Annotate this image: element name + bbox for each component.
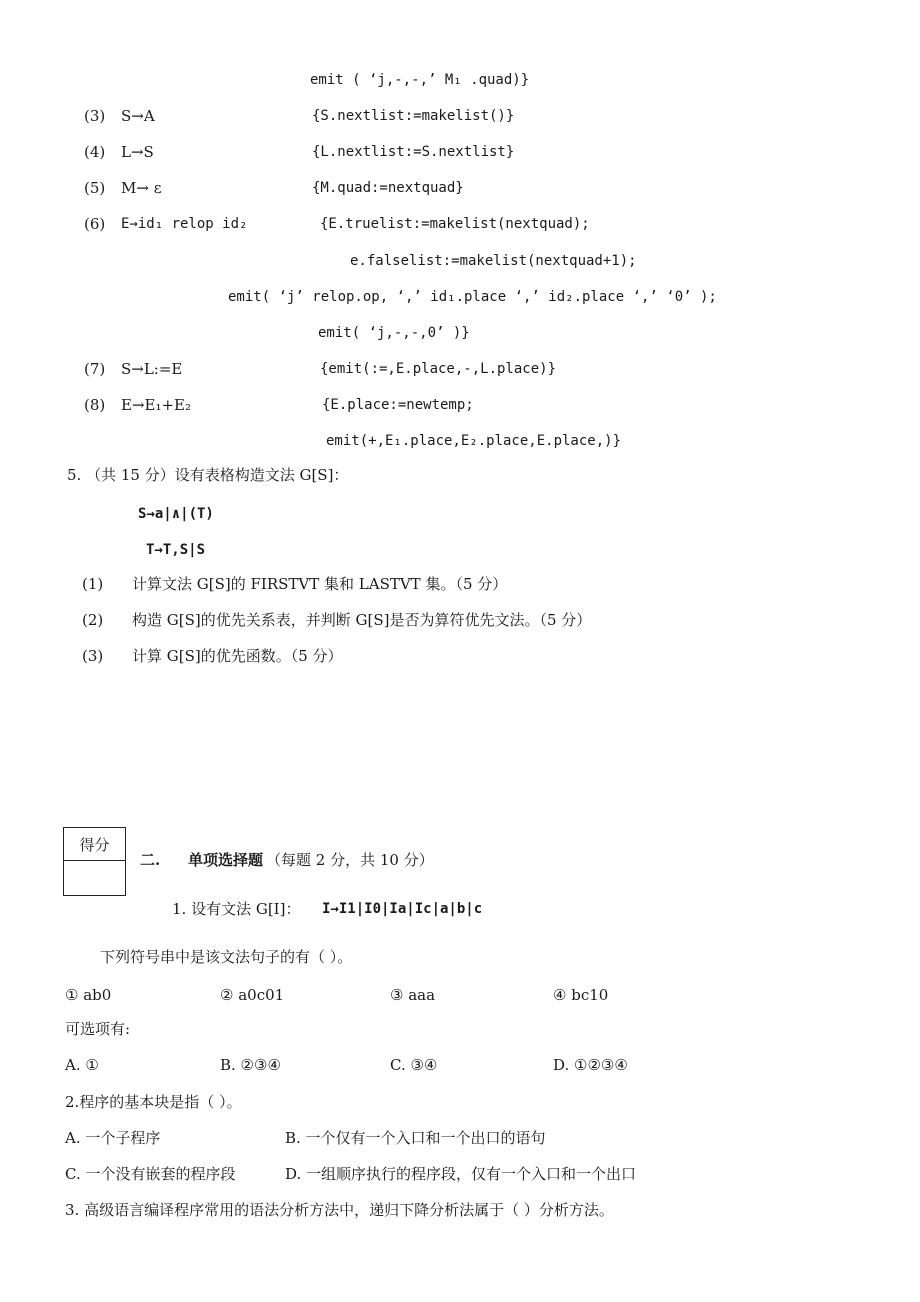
rule4-number: (4)	[84, 143, 106, 161]
q1-choice-c: C. ③④	[390, 1056, 438, 1074]
rule7-action: {emit(:=,E.place,-,L.place)}	[320, 361, 557, 377]
rule4-production: L→S	[121, 143, 154, 161]
rule6-production: E→id₁ relop id₂	[121, 216, 248, 232]
q1-prompt: 下列符号串中是该文法句子的有（ ）。	[100, 948, 353, 966]
rule3-number: (3)	[84, 107, 106, 125]
rule6-number: (6)	[84, 215, 106, 233]
q5-heading: 5. （共 15 分）设有表格构造文法 G[S]：	[67, 466, 349, 484]
section2-title: 单项选择题	[188, 851, 264, 869]
q5-item2-number: (2)	[82, 611, 104, 629]
rule6-action-line1: {E.truelist:=makelist(nextquad);	[320, 216, 590, 232]
rule2-continuation: emit ( ‘j,-,-,’ M₁ .quad)}	[310, 72, 530, 88]
rule5-production: M→ ε	[121, 179, 162, 197]
rule3-production: S→A	[121, 107, 155, 125]
rule7-production: S→L:=E	[121, 360, 183, 378]
q1-choice-b: B. ②③④	[220, 1056, 281, 1074]
q1-grammar: I→I1|I0|Ia|Ic|a|b|c	[322, 901, 483, 917]
score-box	[63, 827, 126, 896]
rule7-number: (7)	[84, 360, 106, 378]
score-label: 得分	[64, 828, 125, 861]
q5-item2-text: 构造 G[S]的优先关系表，并判断 G[S]是否为算符优先文法。（5 分）	[132, 611, 592, 629]
rule8-number: (8)	[84, 396, 106, 414]
q1-choice-d: D. ①②③④	[553, 1056, 628, 1074]
rule8-action-line2: emit(+,E₁.place,E₂.place,E.place,)}	[326, 433, 622, 449]
rule8-action-line1: {E.place:=newtemp;	[322, 397, 474, 413]
rule6-action-line4: emit( ‘j,-,-,0’ )}	[318, 325, 470, 341]
q2-choice-a: A. 一个子程序	[65, 1129, 161, 1147]
q5-grammar-line1: S→a|∧|(T)	[138, 506, 214, 522]
q3-stem: 3. 高级语言编译程序常用的语法分析方法中，递归下降分析法属于（ ）分析方法。	[65, 1201, 614, 1219]
rule6-action-line2: e.falselist:=makelist(nextquad+1);	[350, 253, 637, 269]
q5-grammar-line2: T→T,S|S	[146, 542, 206, 558]
rule6-action-line3: emit( ‘j’ relop.op, ‘,’ id₁.place ‘,’ id₂.place ‘,’ ‘0’ );	[228, 289, 717, 305]
q1-option-4: ④ bc10	[553, 986, 609, 1004]
q1-option-1: ① ab0	[65, 986, 112, 1004]
q2-choice-c: C. 一个没有嵌套的程序段	[65, 1165, 236, 1183]
q2-stem: 2.程序的基本块是指（ ）。	[65, 1093, 242, 1111]
rule5-action: {M.quad:=nextquad}	[312, 180, 464, 196]
rule5-number: (5)	[84, 179, 106, 197]
section2-note: （每题 2 分，共 10 分）	[266, 851, 434, 869]
q1-stem: 1. 设有文法 G[I]：	[172, 900, 301, 918]
q2-choice-b: B. 一个仅有一个入口和一个出口的语句	[285, 1129, 546, 1147]
q5-item1-text: 计算文法 G[S]的 FIRSTVT 集和 LASTVT 集。（5 分）	[132, 575, 508, 593]
q5-item3-text: 计算 G[S]的优先函数。（5 分）	[132, 647, 343, 665]
q1-choice-a: A. ①	[65, 1056, 99, 1074]
rule4-action: {L.nextlist:=S.nextlist}	[312, 144, 515, 160]
q2-choice-d: D. 一组顺序执行的程序段，仅有一个入口和一个出口	[285, 1165, 637, 1183]
q5-item3-number: (3)	[82, 647, 104, 665]
rule3-action: {S.nextlist:=makelist()}	[312, 108, 515, 124]
section2-number: 二.	[140, 851, 161, 869]
q5-item1-number: (1)	[82, 575, 104, 593]
rule8-production: E→E₁+E₂	[121, 396, 192, 414]
q1-option-2: ② a0c01	[220, 986, 285, 1004]
q1-option-3: ③ aaa	[390, 986, 436, 1004]
q1-choices-label: 可选项有:	[65, 1020, 131, 1038]
